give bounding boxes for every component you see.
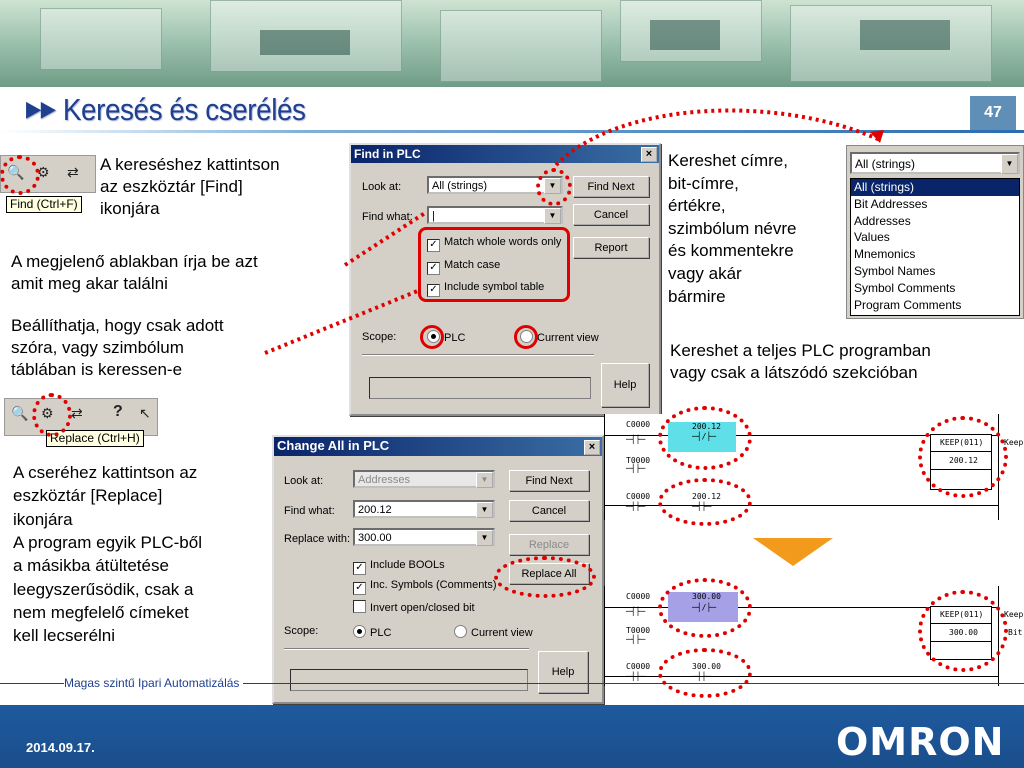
replace-icon-highlight [32, 393, 72, 437]
contact-label: C0000 [626, 492, 651, 501]
contact-symbol: ─┤├─ [626, 435, 646, 444]
help-icon[interactable]: ? [113, 403, 123, 420]
invert-checkbox[interactable]: Invert open/closed bit [353, 600, 475, 614]
replace-tooltip: Replace (Ctrl+H) [46, 430, 144, 447]
list-item[interactable]: Bit Addresses [854, 196, 928, 211]
close-icon[interactable]: × [584, 440, 600, 455]
look-at-label: Look at: [284, 475, 324, 487]
chevron-down-icon[interactable]: ▼ [476, 502, 493, 518]
contact-label: C0000 [626, 592, 651, 601]
look-at-select[interactable]: All (strings) ▼ [427, 176, 563, 194]
check-icon: ✓ [427, 262, 440, 275]
scope-plc-radio[interactable]: PLC [353, 625, 391, 639]
pointer-icon[interactable]: ↖ [139, 405, 151, 421]
set-option-text: Beállíthatja, hogy csak adott szóra, vagy szimbólum táblában is keressen-e [11, 316, 224, 379]
find-what-input[interactable]: 200.12 ▼ [353, 500, 495, 518]
after-keep-highlight [918, 590, 1008, 672]
find-icon[interactable]: ⚙ [41, 405, 54, 421]
keep-block: KEEP(011) 300.00 [930, 606, 992, 660]
replace-all-button[interactable]: Replace All [509, 563, 589, 584]
keep-block: KEEP(011) 200.12 [930, 434, 992, 490]
list-item[interactable]: Program Comments [854, 297, 962, 312]
look-at-select[interactable]: Addresses ▼ [353, 470, 495, 488]
list-item[interactable]: All (strings) [851, 179, 1019, 196]
find-next-button[interactable]: Find Next [573, 176, 649, 197]
find-tooltip: Find (Ctrl+F) [6, 196, 82, 213]
contact-label: T0000 [626, 456, 651, 465]
check-icon: ✓ [427, 239, 440, 252]
list-item[interactable]: Mnemonics [854, 247, 916, 262]
scope-label: Scope: [362, 331, 397, 343]
find-intro-text: A kereséshez kattintson az eszköztár [Find] ikonjára [100, 155, 280, 218]
help-button[interactable]: Help [538, 651, 588, 693]
scope-plc-radio[interactable]: PLC [427, 330, 465, 344]
chevron-down-icon[interactable]: ▼ [1001, 154, 1018, 174]
binoculars-icon[interactable]: 🔍 [7, 164, 25, 180]
chevron-down-icon[interactable]: ▼ [476, 472, 493, 488]
progress-bar [290, 669, 528, 691]
contact-symbol: ─┤/├─ [692, 603, 717, 612]
power-rail [604, 586, 605, 686]
double-arrow-icon: ▶▶ [26, 96, 56, 121]
list-item[interactable]: Addresses [854, 213, 911, 228]
after-contact-highlight [658, 648, 752, 698]
footer-label: Magas szintű Ipari Automatizálás [64, 676, 243, 690]
replace-intro-text: A cseréhez kattintson az eszköztár [Replace] ikonjára [13, 463, 198, 529]
contact-label: C0000 [626, 420, 651, 429]
contact-symbol: ─┤├─ [692, 672, 712, 681]
close-icon[interactable]: × [641, 147, 657, 162]
match-whole-checkbox[interactable]: ✓ Match whole words only [427, 236, 561, 252]
include-symbol-checkbox[interactable]: ✓ Include symbol table [427, 281, 544, 297]
find-what-label: Find what: [362, 211, 413, 223]
replace-why-text: A program egyik PLC-ből a másikba átültetése leegyszerűsödik, csak a nem megfelelő címeket kell lecserélni [13, 533, 202, 646]
arrow-down-icon [753, 538, 833, 566]
check-icon: ✓ [353, 562, 366, 575]
side-label: Keep [1004, 610, 1024, 619]
before-contact-highlight [658, 406, 752, 470]
address-label: 200.12 [692, 492, 721, 501]
chevron-down-icon[interactable]: ▼ [544, 178, 561, 194]
find-next-button[interactable]: Find Next [509, 470, 589, 491]
before-contact-highlight [658, 478, 752, 526]
find-what-label: Find what: [284, 505, 335, 517]
scope-label: Scope: [284, 625, 319, 637]
scope-view-radio[interactable]: Current view [520, 330, 599, 344]
slide-title-text: Keresés és cserélés [62, 92, 306, 127]
contact-symbol: ─┤├─ [626, 607, 646, 616]
contact-label: C0000 [626, 662, 651, 671]
side-label: Bit [1008, 628, 1023, 637]
find-dialog-title: Find in PLC [351, 145, 659, 163]
separator [284, 648, 529, 650]
find-what-input[interactable]: | ▼ [427, 206, 563, 224]
include-bools-checkbox[interactable]: ✓ Include BOOLs [353, 559, 445, 575]
connector-find-what [345, 213, 425, 265]
search-scope-text: Kereshet a teljes PLC programban vagy csak a látszódó szekcióban [670, 341, 931, 382]
replace-icon[interactable]: ⇄ [67, 164, 79, 180]
chevron-down-icon[interactable]: ▼ [544, 208, 561, 224]
contact-symbol: ─┤├─ [626, 672, 646, 681]
replace-dialog-title: Change All in PLC [274, 437, 602, 456]
look-at-combo[interactable]: All (strings) ▼ [850, 152, 1020, 174]
date: 2014.09.17. [26, 740, 95, 755]
help-button[interactable]: Help [601, 363, 649, 407]
contact-symbol: ─┤├─ [626, 464, 646, 473]
connector-options [265, 290, 420, 353]
match-case-checkbox[interactable]: ✓ Match case [427, 259, 500, 275]
contact-symbol: ─┤├─ [692, 502, 712, 511]
look-at-listbox[interactable] [850, 178, 1020, 316]
check-icon: ✓ [353, 582, 366, 595]
contact-symbol: ─┤├─ [626, 635, 646, 644]
chevron-down-icon[interactable]: ▼ [476, 530, 493, 546]
address-label: 200.12 [692, 422, 721, 431]
inc-symbols-checkbox[interactable]: ✓ Inc. Symbols (Comments) [353, 579, 497, 595]
find-icon[interactable]: ⚙ [37, 164, 50, 180]
replace-with-label: Replace with: [284, 533, 351, 545]
list-item[interactable]: Symbol Comments [854, 280, 956, 295]
look-at-dropdown-panel [846, 145, 1024, 319]
address-label: 300.00 [692, 662, 721, 671]
report-button[interactable]: Report [573, 237, 649, 258]
cancel-button[interactable]: Cancel [509, 500, 589, 521]
page-number: 47 [970, 96, 1016, 130]
side-label: Keep [1004, 438, 1024, 447]
replace-with-input[interactable]: 300.00 ▼ [353, 528, 495, 546]
replace-icon[interactable]: ⇄ [71, 405, 83, 421]
address-label: 300.00 [692, 592, 721, 601]
scope-view-radio[interactable]: Current view [454, 625, 533, 639]
type-what-text: A megjelenő ablakban írja be azt amit meg akar találni [11, 252, 258, 293]
replace-button[interactable]: Replace [509, 534, 589, 555]
replace-all-highlight [494, 556, 596, 598]
before-keep-highlight [918, 416, 1008, 498]
contact-label: T0000 [626, 626, 651, 635]
contact-symbol: ─┤/├─ [692, 432, 717, 441]
check-icon: ✓ [427, 284, 440, 297]
cancel-button[interactable]: Cancel [573, 204, 649, 225]
list-item[interactable]: Values [854, 230, 890, 245]
search-types-text: Kereshet címre, bit-címre, értékre, szimbólum névre és kommentekre vagy akár bármire [668, 151, 797, 306]
omron-logo: OMRON [836, 720, 1005, 764]
contact-symbol: ─┤├─ [626, 502, 646, 511]
look-at-label: Look at: [362, 181, 402, 193]
binoculars-icon[interactable]: 🔍 [11, 405, 29, 421]
list-item[interactable]: Symbol Names [854, 263, 936, 278]
after-contact-highlight [658, 578, 752, 638]
